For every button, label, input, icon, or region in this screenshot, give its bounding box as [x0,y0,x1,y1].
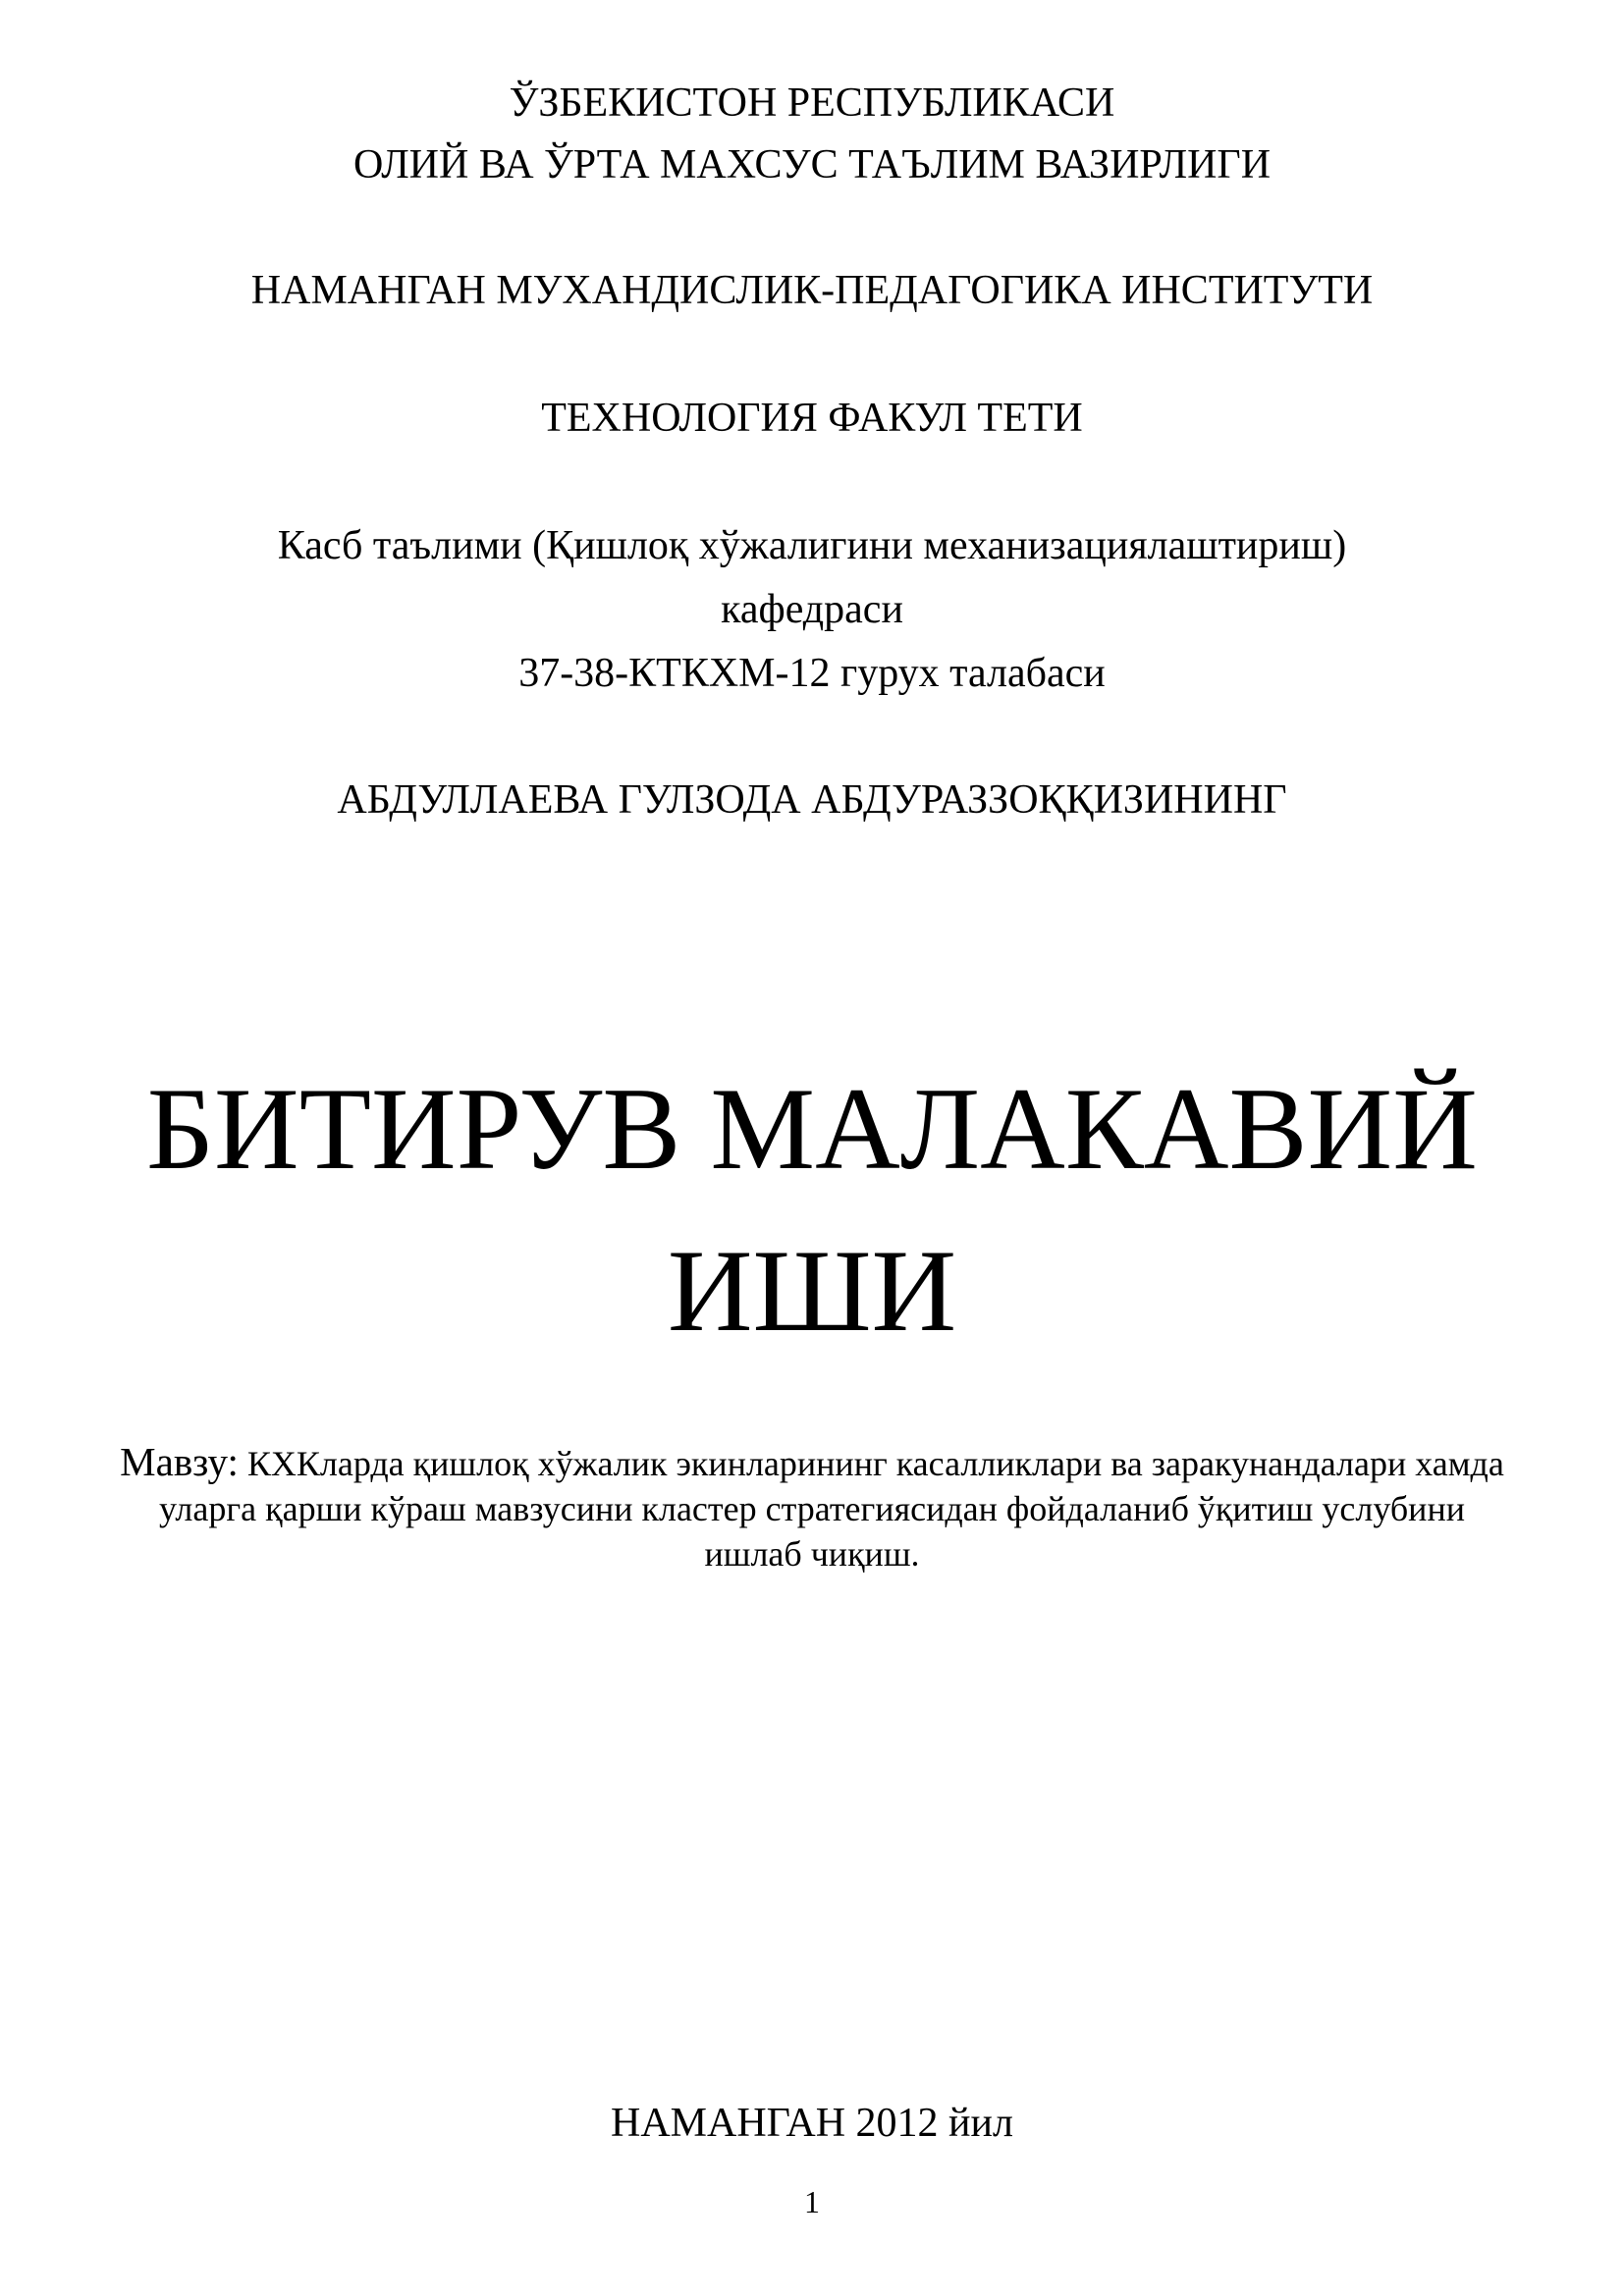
topic-paragraph [108,1439,1516,1576]
faculty-heading: ТЕХНОЛОГИЯ ФАКУЛ ТЕТИ [541,396,1083,441]
document-title-line-1: БИТИРУВ МАЛАКАВИЙ [146,1063,1478,1194]
topic-label: Мавзу: [120,1439,239,1484]
department-line-1: Касб таълими (Қишлоқ хўжалигини механизациялаштириш) [277,523,1347,568]
document-title-line-2: ИШИ [667,1225,957,1356]
ministry-heading: ОЛИЙ ВА ЎРТА МАХСУС ТАЪЛИМ ВАЗИРЛИГИ [352,142,1272,187]
page-number: 1 [804,2184,820,2219]
group-line: 37-38-КТКХМ-12 гурух талабаси [518,651,1106,696]
country-heading: ЎЗБЕКИСТОН РЕСПУБЛИКАСИ [509,80,1115,126]
department-line-2: кафедраси [721,587,903,632]
topic-text: КХКларда қишлоқ хўжалик экинларининг касалликлари ва заракунандалари хамда уларга қарши кўраш мавзусини кластер стратегиясидан фойдаланиб ўқитиш услубини ишлаб чиқиш. [159,1444,1504,1574]
city-year: НАМАНГАН 2012 йил [611,2101,1013,2146]
institute-heading: НАМАНГАН МУХАНДИСЛИК-ПЕДАГОГИКА ИНСТИТУТИ [250,268,1374,313]
student-name: АБДУЛЛАЕВА ГУЛЗОДА АБДУРАЗЗОҚҚИЗИНИНГ [337,777,1287,823]
